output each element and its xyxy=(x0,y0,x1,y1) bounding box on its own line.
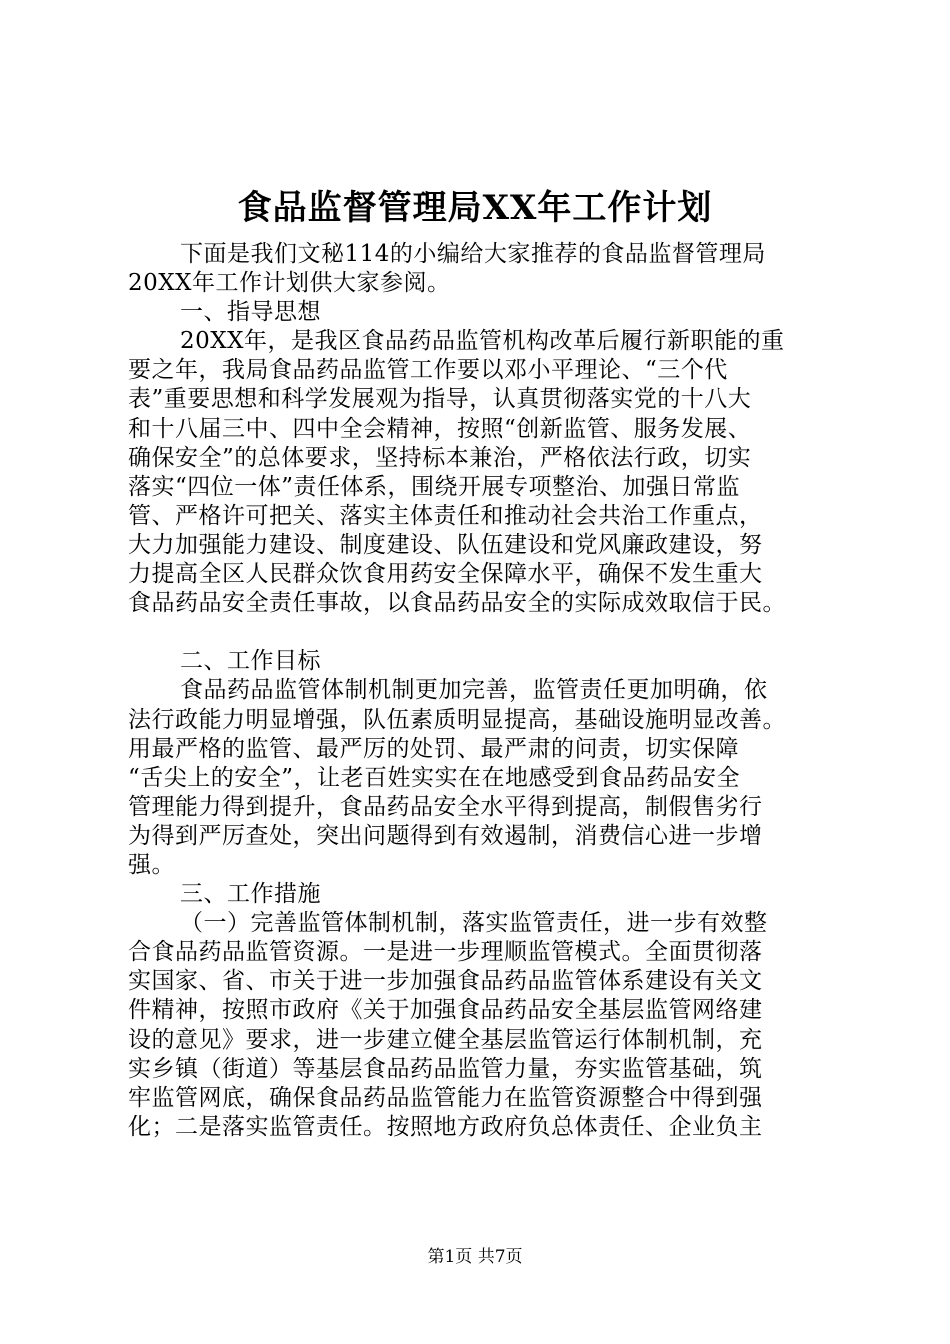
paragraph-line: （一）完善监管体制机制，落实监管责任，进一步有效整 xyxy=(180,910,768,937)
paragraph-line: 牢监管网底，确保食品药品监管能力在监管资源整合中得到强 xyxy=(128,1084,763,1111)
paragraph-line: 强。 xyxy=(128,851,175,878)
paragraph-line: 实乡镇（街道）等基层食品药品监管力量，夯实监管基础，筑 xyxy=(128,1055,763,1082)
paragraph-line: 法行政能力明显增强，队伍素质明显提高，基础设施明显改善。 xyxy=(128,706,786,733)
paragraph-line: 食品药品安全责任事故，以食品药品安全的实际成效取信于民。 xyxy=(128,590,786,617)
paragraph-line: 化；二是落实监管责任。按照地方政府负总体责任、企业负主 xyxy=(128,1113,763,1140)
paragraph-line: 为得到严厉查处，突出问题得到有效遏制，消费信心进一步增 xyxy=(128,822,763,849)
paragraph-gap xyxy=(128,618,838,647)
paragraph-line: “舌尖上的安全”，让老百姓实实在在地感受到食品药品安全 xyxy=(128,764,741,791)
section-heading-guiding-thought: 一、指导思想 xyxy=(180,299,321,326)
paragraph-line: 实国家、省、市关于进一步加强食品药品监管体系建设有关文 xyxy=(128,968,763,995)
paragraph-line: 落实“四位一体”责任体系，围绕开展专项整治、加强日常监 xyxy=(128,473,741,500)
paragraph-line: 要之年，我局食品药品监管工作要以邓小平理论、“三个代 xyxy=(128,357,728,384)
intro-line-1: 下面是我们文秘114的小编给大家推荐的食品监督管理局 xyxy=(180,241,766,267)
paragraph-line: 合食品药品监管资源。一是进一步理顺监管模式。全面贯彻落 xyxy=(128,939,763,966)
paragraph-line: 设的意见》要求，进一步建立健全基层监管运行体制机制，充 xyxy=(128,1026,763,1053)
section-heading-work-goals: 二、工作目标 xyxy=(180,648,321,675)
document-title: 食品监督管理局XX年工作计划 xyxy=(237,188,713,228)
paragraph-line: 大力加强能力建设、制度建设、队伍建设和党风廉政建设，努 xyxy=(128,531,763,558)
paragraph-line: 20XX年，是我区食品药品监管机构改革后履行新职能的重 xyxy=(180,328,785,355)
paragraph-line: 用最严格的监管、最严厉的处罚、最严肃的问责，切实保障 xyxy=(128,735,739,762)
paragraph-line: 表”重要思想和科学发展观为指导，认真贯彻落实党的十八大 xyxy=(128,386,752,413)
paragraph-line: 力提高全区人民群众饮食用药安全保障水平，确保不发生重大 xyxy=(128,561,763,588)
paragraph-line: 管理能力得到提升，食品药品安全水平得到提高，制假售劣行 xyxy=(128,793,763,820)
paragraph-line: 和十八届三中、四中全会精神，按照“创新监管、服务发展、 xyxy=(128,415,752,442)
paragraph-line: 管、严格许可把关、落实主体责任和推动社会共治工作重点， xyxy=(128,502,763,529)
intro-line-2: 20XX年工作计划供大家参阅。 xyxy=(128,270,451,297)
section-heading-work-measures: 三、工作措施 xyxy=(180,881,321,908)
paragraph-line: 件精神，按照市政府《关于加强食品药品安全基层监管网络建 xyxy=(128,997,763,1024)
paragraph-line: 食品药品监管体制机制更加完善，监管责任更加明确，依 xyxy=(180,677,768,704)
page-number-footer: 第1页 共7页 xyxy=(427,1247,523,1267)
paragraph-line: 确保安全”的总体要求，坚持标本兼治，严格依法行政，切实 xyxy=(128,444,752,471)
document-body xyxy=(128,240,838,1142)
